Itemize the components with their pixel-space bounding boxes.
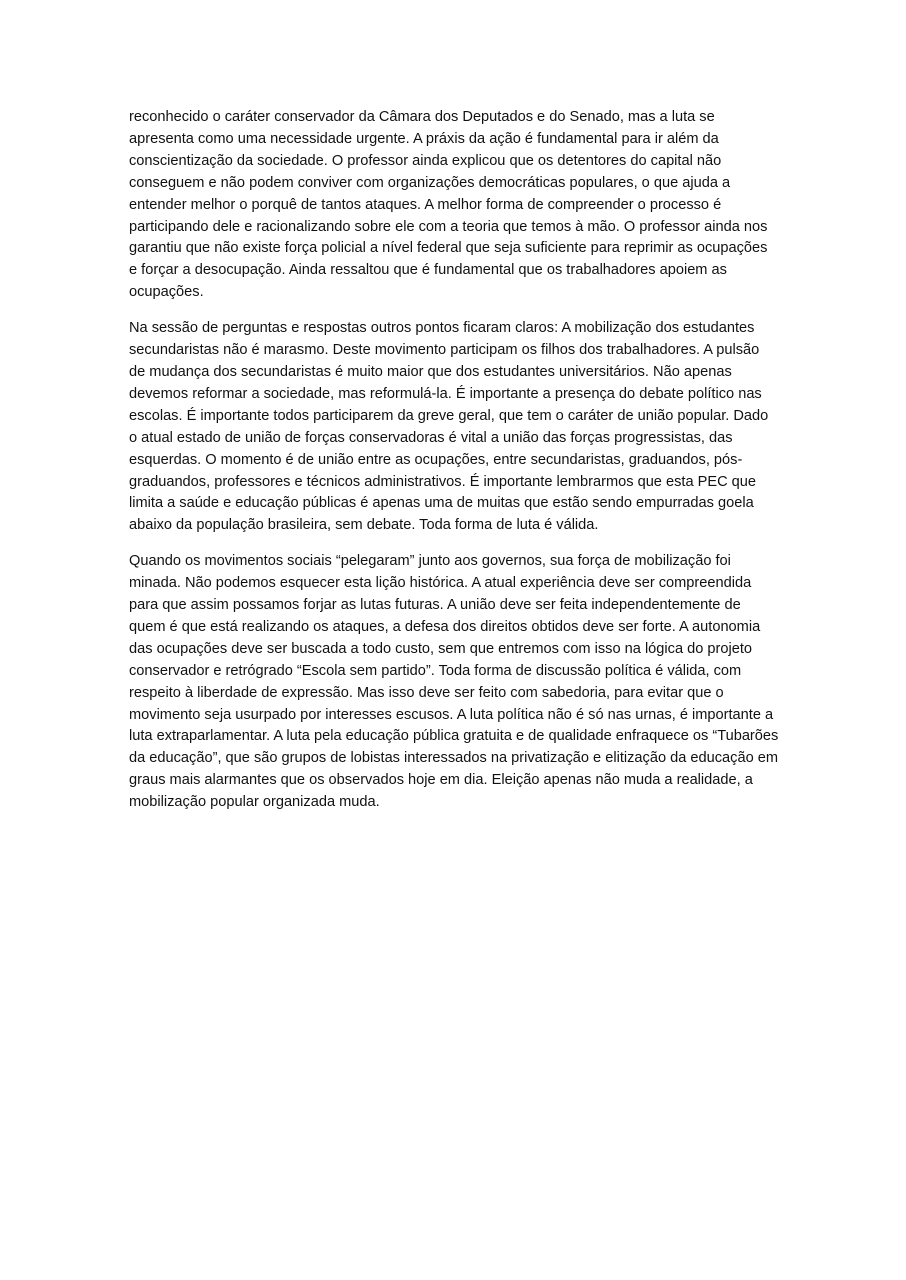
- paragraph-2: Na sessão de perguntas e respostas outros pontos ficaram claros: A mobilização dos estudantes secundaristas não é marasmo. Deste movimento participam os filhos dos trabalhadores. A pulsão de mudança dos secundaristas é muito maior que dos estudantes universitários. Não apenas devemos reformar a sociedade, mas reformulá-la. É importante a presença do debate político nas escolas. É importante todos participarem da greve geral, que tem o caráter de união popular. Dado o atual estado de união de forças conservadoras é vital a união das forças progressistas, das esquerdas. O momento é de união entre as ocupações, entre secundaristas, graduandos, pós-graduandos, professores e técnicos administrativos. É importante lembrarmos que esta PEC que limita a saúde e educação públicas é apenas uma de muitas que estão sendo empurradas goela abaixo da população brasileira, sem debate. Toda forma de luta é válida.: [129, 320, 769, 534]
- document-body: [129, 107, 779, 828]
- paragraph-1: reconhecido o caráter conservador da Câmara dos Deputados e do Senado, mas a luta se apresenta como uma necessidade urgente. A práxis da ação é fundamental para ir além da conscientização da sociedade. O professor ainda explicou que os detentores do capital não conseguem e não podem conviver com organizações democráticas populares, o que ajuda a entender melhor o porquê de tantos ataques. A melhor forma de compreender o processo é participando dele e racionalizando sobre ele com a teoria que temos à mão. O professor ainda nos garantiu que não existe força policial a nível federal que seja suficiente para reprimir as ocupações e forçar a desocupação. Ainda ressaltou que é fundamental que os trabalhadores apoiem as ocupações.: [129, 109, 768, 301]
- paragraph-3: Quando os movimentos sociais “pelegaram” junto aos governos, sua força de mobilização foi minada. Não podemos esquecer esta lição histórica. A atual experiência deve ser compreendida para que assim possamos forjar as lutas futuras. A união deve ser feita independentemente de quem é que está realizando os ataques, a defesa dos direitos obtidos deve ser forte. A autonomia das ocupações deve ser buscada a todo custo, sem que entremos com isso na lógica do projeto conservador e retrógrado “Escola sem partido”. Toda forma de discussão política é válida, com respeito à liberdade de expressão. Mas isso deve ser feito com sabedoria, para evitar que o movimento seja usurpado por interesses escusos. A luta política não é só nas urnas, é importante a luta extraparlamentar. A luta pela educação pública gratuita e de qualidade enfraquece os “Tubarões da educação”, que são grupos de lobistas interessados na privatização e elitização da educação em graus mais alarmantes que os observados hoje em dia. Eleição apenas não muda a realidade, a mobilização popular organizada muda.: [129, 553, 779, 811]
